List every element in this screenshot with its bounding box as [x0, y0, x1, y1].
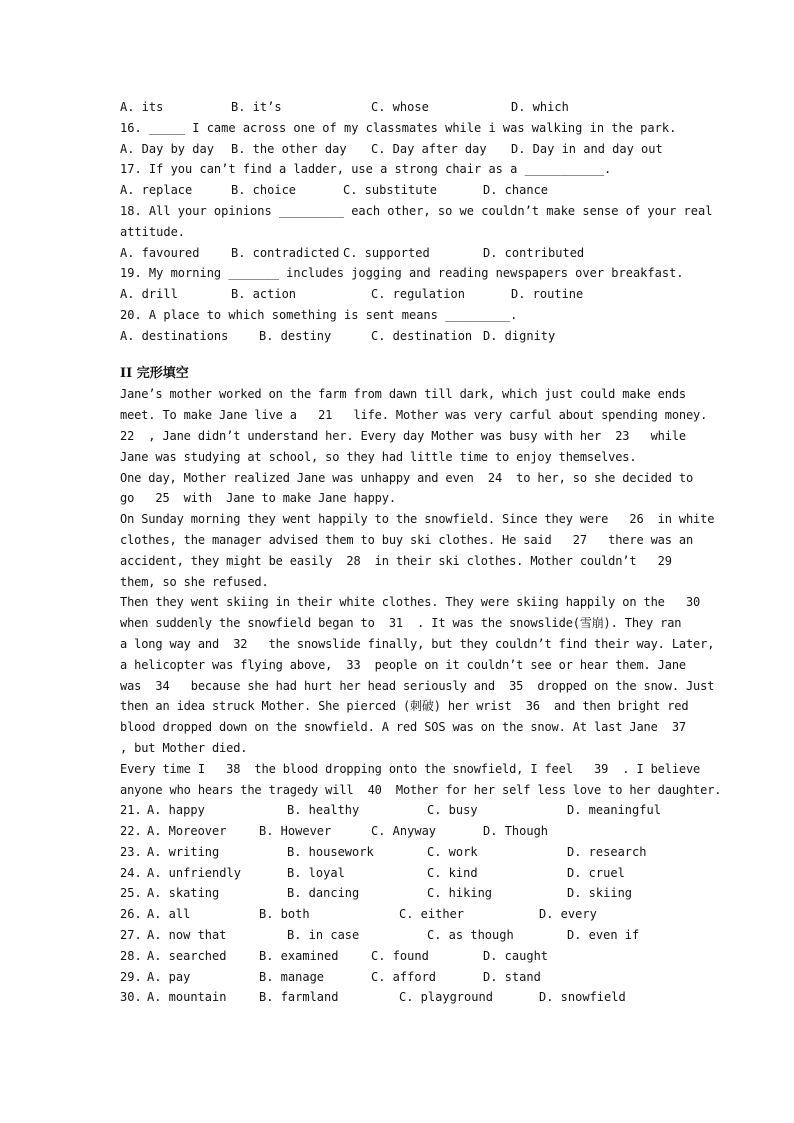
answer-option: C. either [399, 907, 465, 922]
answer-option: A. favoured [120, 245, 200, 260]
passage-line: clothes, the manager advised them to buy ski clothes. He said 27 there was an [120, 532, 694, 547]
passage-line: a helicopter was flying above, 33 people on it couldn’t see or hear them. Jane [120, 657, 686, 672]
passage-line: then an idea struck Mother. She pierced (刺破) her wrist 36 and then bright red [120, 699, 689, 714]
passage-line: was 34 because she had hurt her head seriously and 35 dropped on the snow. Just [120, 678, 715, 693]
answer-option: C. Anyway [371, 824, 437, 839]
choice-row [120, 883, 680, 904]
answer-option: A. pay [147, 969, 191, 984]
passage-line: when suddenly the snowfield began to 31 . It was the snowslide(雪崩). They ran [120, 616, 682, 631]
answer-option: C. hiking [427, 886, 493, 901]
question-number: 26. [120, 907, 142, 922]
passage-line: accident, they might be easily 28 in their ski clothes. Mother couldn’t 29 [120, 553, 672, 568]
answer-option: B. housework [287, 844, 374, 859]
option-row [120, 243, 680, 264]
passage-line: On Sunday morning they went happily to the snowfield. Since they were 26 in white [120, 512, 715, 527]
question-number: 21. [120, 803, 142, 818]
question-number: 24. [120, 865, 142, 880]
answer-option: B. manage [259, 969, 325, 984]
option-row [120, 139, 680, 160]
question-number: 27. [120, 928, 142, 943]
choice-row [120, 987, 680, 1008]
answer-option: C. afford [371, 969, 437, 984]
option-row [120, 97, 680, 118]
answer-option: B. examined [259, 948, 339, 963]
answer-option: B. farmland [259, 990, 339, 1005]
passage-line: , but Mother died. [120, 740, 248, 755]
answer-option: A. skating [147, 886, 220, 901]
option-row [120, 180, 680, 201]
answer-option: D. Day in and day out [511, 141, 663, 156]
answer-option: C. destination [371, 328, 473, 343]
answer-option: B. in case [287, 928, 360, 943]
choice-row [120, 925, 680, 946]
answer-option: B. contradicted [231, 245, 340, 260]
choice-row [120, 946, 680, 967]
answer-option: C. supported [343, 245, 430, 260]
option-row [120, 326, 680, 347]
question-line: 16. _____ I came across one of my classmates while i was walking in the park. [120, 120, 677, 135]
answer-option: D. which [511, 100, 569, 114]
cloze-choices [120, 800, 680, 1008]
answer-option: D. dignity [483, 328, 556, 343]
answer-option: A. Day by day [120, 141, 214, 156]
answer-option: C. playground [399, 990, 493, 1005]
answer-option: A. unfriendly [147, 865, 241, 880]
answer-option: A. its [120, 100, 164, 114]
answer-option: A. Moreover [147, 824, 227, 839]
question-line: attitude. [120, 224, 186, 239]
cloze-passage [120, 384, 722, 800]
passage-line: them, so she refused. [120, 574, 269, 589]
question-number: 25. [120, 886, 142, 901]
passage-line: go 25 with Jane to make Jane happy. [120, 491, 396, 506]
passage-line: Then they went skiing in their white clothes. They were skiing happily on the 30 [120, 595, 701, 610]
answer-option: C. regulation [371, 287, 465, 302]
passage-line: anyone who hears the tragedy will 40 Mother for her self less love to her daughter. [120, 782, 722, 797]
answer-option: B. action [231, 287, 297, 302]
question-line: 17. If you can’t find a ladder, use a strong chair as a ___________. [120, 162, 612, 177]
answer-option: A. writing [147, 844, 220, 859]
answer-option: B. choice [231, 183, 297, 198]
answer-option: A. mountain [147, 990, 227, 1005]
passage-line: blood dropped down on the snowfield. A red SOS was on the snow. At last Jane 37 [120, 720, 686, 735]
answer-option: D. routine [511, 287, 584, 302]
question-line: 18. All your opinions _________ each other, so we couldn’t make sense of your real [120, 203, 713, 218]
document-page [120, 97, 722, 1008]
question-number: 22. [120, 824, 142, 839]
answer-option: D. caught [483, 948, 549, 963]
answer-option: D. skiing [567, 886, 633, 901]
answer-option: A. destinations [120, 328, 229, 343]
choice-row [120, 842, 680, 863]
question-line: 20. A place to which something is sent means _________. [120, 307, 518, 322]
section-title: II 完形填空 [120, 365, 189, 381]
passage-line: 22 , Jane didn’t understand her. Every day Mother was busy with her 23 while [120, 428, 686, 443]
answer-option: D. meaningful [567, 803, 661, 818]
answer-option: A. replace [120, 183, 193, 198]
answer-option: A. searched [147, 948, 227, 963]
answer-option: B. both [259, 907, 310, 922]
answer-option: B. dancing [287, 886, 360, 901]
answer-option: B. it’s [231, 100, 282, 114]
answer-option: D. Though [483, 824, 549, 839]
choice-row [120, 967, 680, 988]
answer-option: A. now that [147, 928, 227, 943]
answer-option: B. destiny [259, 328, 332, 343]
option-row [120, 284, 680, 305]
question-number: 30. [120, 990, 142, 1005]
vocabulary-questions [120, 97, 713, 347]
answer-option: C. work [427, 844, 478, 859]
answer-option: D. contributed [483, 245, 585, 260]
answer-option: A. drill [120, 287, 178, 302]
passage-line: Jane’s mother worked on the farm from dawn till dark, which just could make ends [120, 387, 686, 402]
choice-row [120, 821, 680, 842]
answer-option: B. However [259, 824, 332, 839]
choice-row [120, 904, 680, 925]
passage-line: Jane was studying at school, so they had little time to enjoy themselves. [120, 449, 637, 464]
answer-option: A. all [147, 907, 191, 922]
answer-option: C. kind [427, 865, 478, 880]
answer-option: C. Day after day [371, 141, 487, 156]
answer-option: D. every [539, 907, 597, 922]
answer-option: C. as though [427, 928, 514, 943]
answer-option: D. cruel [567, 865, 625, 880]
passage-line: meet. To make Jane live a 21 life. Mother was very carful about spending money. [120, 408, 708, 423]
answer-option: D. research [567, 844, 647, 859]
question-number: 23. [120, 844, 142, 859]
answer-option: D. even if [567, 928, 640, 943]
passage-line: Every time I 38 the blood dropping onto the snowfield, I feel 39 . I believe [120, 761, 701, 776]
question-number: 29. [120, 969, 142, 984]
answer-option: D. stand [483, 969, 541, 984]
answer-option: D. snowfield [539, 990, 626, 1005]
answer-option: A. happy [147, 803, 205, 818]
choice-row [120, 863, 680, 884]
answer-option: C. whose [371, 100, 429, 114]
answer-option: C. busy [427, 803, 478, 818]
question-number: 28. [120, 948, 142, 963]
answer-option: D. chance [483, 183, 549, 198]
answer-option: C. found [371, 948, 429, 963]
passage-line: One day, Mother realized Jane was unhappy and even 24 to her, so she decided to [120, 470, 694, 485]
passage-line: a long way and 32 the snowslide finally, but they couldn’t find their way. Later, [120, 636, 715, 651]
answer-option: B. healthy [287, 803, 360, 818]
choice-row [120, 800, 680, 821]
question-line: 19. My morning _______ includes jogging and reading newspapers over breakfast. [120, 266, 684, 281]
answer-option: B. the other day [231, 141, 347, 156]
answer-option: C. substitute [343, 183, 437, 198]
answer-option: B. loyal [287, 865, 345, 880]
